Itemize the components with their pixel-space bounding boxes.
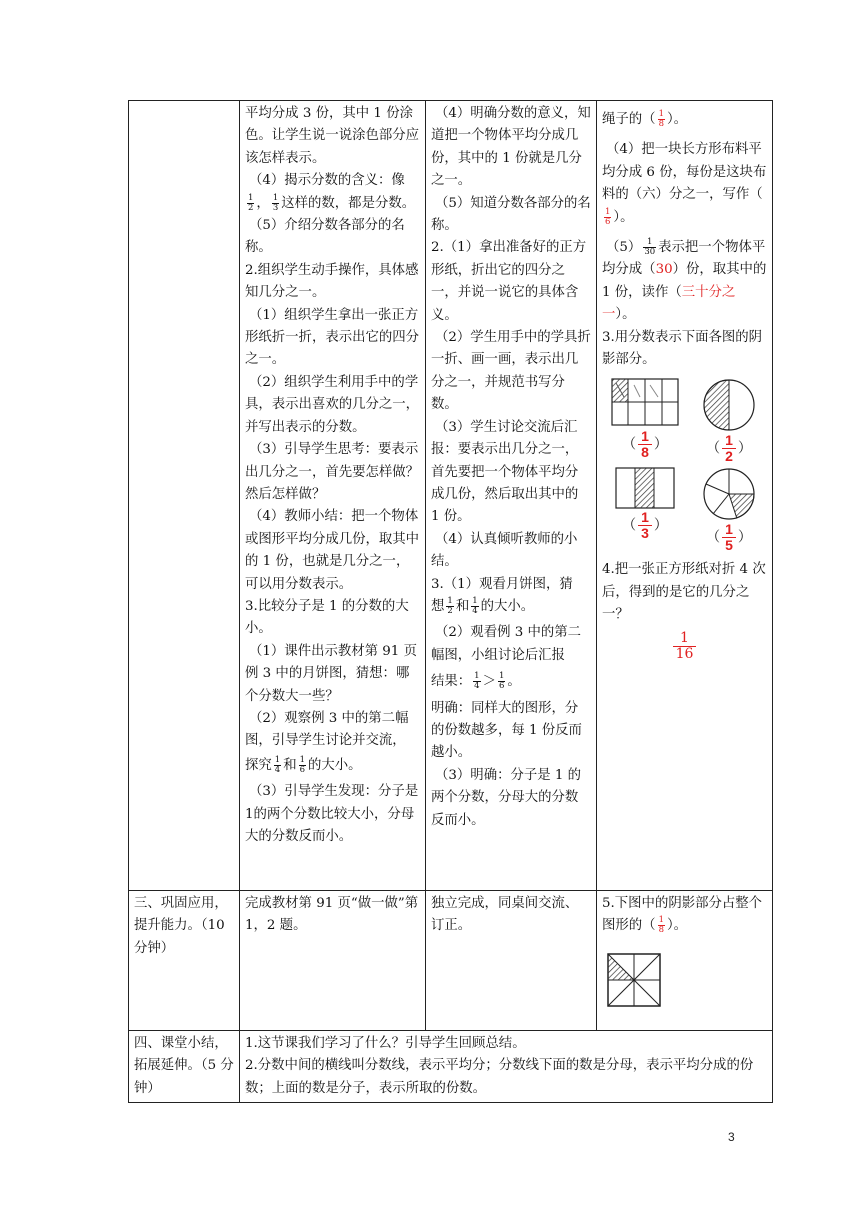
text-line: 3.用分数表示下面各图的阴影部分。 <box>602 329 763 368</box>
lesson-table <box>128 100 773 1103</box>
text-line: （5）知道分数各部分的名称。 <box>431 195 591 234</box>
exercise-cell <box>597 101 773 891</box>
fraction: $\frac{1}{16}$ <box>673 631 697 662</box>
fraction: $\frac{1}{5}$ <box>722 522 736 553</box>
text-line: （1）组织学生拿出一张正方形纸折一折，表示出它的四分之一。 <box>245 307 420 368</box>
text-line: 5.下图中的阴影部分占整个图形的（ $\frac{1}{8}$ ）。 <box>602 896 763 936</box>
figure-grid-eighths <box>606 377 684 464</box>
text-line: 1.这节课我们学习了什么？引导学生回顾总结。 <box>245 1036 526 1051</box>
fraction: $\frac{1}{6}$ <box>605 206 611 227</box>
table-row <box>129 891 773 1031</box>
fraction: $\frac{1}{4}$ <box>274 754 281 775</box>
text-line: （2）观察例 3 中的第二幅图，引导学生讨论并交流， <box>245 710 409 749</box>
half-circle-icon <box>701 377 757 433</box>
text-line: （2）观看例 3 中的第二幅图，小组讨论后汇报 <box>431 625 582 663</box>
table-row <box>129 1031 773 1103</box>
text-line: 3.（1）观看月饼图，猜 <box>431 576 573 592</box>
fraction: $\frac{1}{8}$ <box>638 429 652 460</box>
teacher-activity-cell: 完成教材第 91 页“做一做”第 1，2 题。 <box>240 891 426 1031</box>
stage-cell <box>129 101 240 891</box>
fraction-figures <box>606 377 767 553</box>
fraction: $\frac{1}{2}$ <box>447 595 453 616</box>
exercise-cell <box>597 891 773 1031</box>
fraction: $\frac{1}{2}$ <box>722 433 736 464</box>
text-line: 探究 $\frac{1}{4}$ 和 $\frac{1}{6}$ 的大小。 <box>245 754 362 775</box>
text-line: （3）明确：分子是 1 的两个分数，分母大的分数反而小。 <box>431 767 582 828</box>
text-line: （4）揭示分数的含义：像 <box>249 173 405 189</box>
text-line: 绳子的（ $\frac{1}{8}$ ）。 <box>602 109 688 129</box>
text-line: 2.分数中间的横线叫分数线，表示平均分；分数线下面的数是分母，表示平均分成的份数；上面的数是分子，表示所取的份数。 <box>245 1058 754 1096</box>
fraction: $\frac{1}{6}$ <box>299 754 306 775</box>
fraction: $\frac{1}{8}$ <box>658 915 664 936</box>
text-line: 2.（1）拿出准备好的正方形纸，折出它的四分之一，并说一说它的具体含义。 <box>431 240 587 323</box>
text-line: 2.组织学生动手操作，具体感知几分之一。 <box>245 262 419 301</box>
text-line: （4）明确分数的意义，知道把一个物体平均分成几份，其中的 1 份就是几分之一。 <box>431 106 591 189</box>
text-line: （4）把一块长方形布料平均分成 6 份，每份是这块布料的（六）分之一，写作（ $\frac{1}{6}$ ）。 <box>602 142 767 227</box>
answer-fraction <box>602 631 767 662</box>
text-line: （3）学生讨论交流后汇报：要表示出几分之一，首先要把一个物体平均分成几份，然后取出其中的 1 份。 <box>431 419 579 525</box>
text-line: 平均分成 3 份，其中 1 份涂色。让学生说一说涂色部分应该怎样表示。 <box>245 106 420 166</box>
student-activity-cell: 独立完成，同桌间交流、订正。 <box>426 891 597 1031</box>
page-number: 3 <box>728 1130 735 1144</box>
square-figure-icon <box>606 952 662 1008</box>
thirds-rectangle-icon <box>614 466 676 510</box>
grid-figure-icon <box>610 377 680 429</box>
text-line: （3）引导学生思考：要表示出几分之一，首先要怎样做？然后怎样做？ <box>245 442 420 502</box>
fraction: $\frac{1}{30}$ <box>644 237 656 258</box>
stage-cell: 三、巩固应用，提升能力。（10 分钟） <box>129 891 240 1031</box>
student-activity-cell <box>426 101 597 891</box>
answer-fraction: （ $\frac{1}{3}$ ） <box>622 509 668 542</box>
answer-fraction: （ $\frac{1}{8}$ ） <box>622 428 668 461</box>
text-line: （5）介绍分数各部分的名称。 <box>245 218 405 256</box>
fraction: $\frac{1}{3}$ <box>272 192 279 213</box>
answer-fraction: （ $\frac{1}{2}$ ） <box>706 432 752 465</box>
figure-circle-fifths <box>690 466 768 553</box>
text-line: 明确：同样大的图形，分的份数越多，每 1 份反而越小。 <box>431 700 582 761</box>
text-line: （4）教师小结：把一个物体或图形平均分成几份，取其中的 1 份，也就是几分之一，可以用分数表示。 <box>245 509 420 592</box>
fraction: $\frac{1}{4}$ <box>472 595 478 616</box>
text-line: 想 $\frac{1}{2}$ 和 $\frac{1}{4}$ 的大小。 <box>431 595 535 616</box>
text-line: （3）引导学生发现：分子是1的两个分数比较大小，分母大的分数反而小。 <box>245 784 419 844</box>
table-row <box>129 101 773 891</box>
answer-fraction: （ $\frac{1}{5}$ ） <box>706 521 752 554</box>
text-line: （2）组织学生利用手中的学具，表示出喜欢的几分之一，并写出表示的分数。 <box>245 374 420 435</box>
figure-circle-halves <box>690 377 768 464</box>
fifths-circle-icon <box>701 466 757 522</box>
fraction: $\frac{1}{4}$ <box>474 671 480 692</box>
figure-rect-thirds <box>606 466 684 553</box>
text-line: $\frac{1}{2}$ ， $\frac{1}{3}$ 这样的数，都是分数。 <box>248 192 416 213</box>
fraction: $\frac{1}{6}$ <box>498 671 505 692</box>
text-line: 3.比较分子是 1 的分数的大小。 <box>245 598 409 637</box>
text-line: （4）认真倾听教师的小结。 <box>431 531 578 570</box>
fraction: $\frac{1}{2}$ <box>248 192 254 213</box>
text-line: （1）课件出示教材第 91 页例 3 中的月饼图，猜想：哪个分数大一些？ <box>245 643 417 704</box>
teacher-activity-cell <box>240 101 426 891</box>
text-line: （5） $\frac{1}{30}$ 表示把一个物体平均分成（30）份，取其中的 1 份，读作（三十分之一）。 <box>602 237 767 323</box>
stage-cell: 四、课堂小结，拓展延伸。（5 分钟） <box>129 1031 240 1103</box>
text-line: 结果： $\frac{1}{4}$ ＞ $\frac{1}{6}$ 。 <box>431 671 521 692</box>
fraction: $\frac{1}{8}$ <box>658 109 664 129</box>
fraction: $\frac{1}{3}$ <box>638 510 652 541</box>
text-line: （2）学生用手中的学具折一折、画一画，表示出几分之一，并规范书写分数。 <box>431 330 591 413</box>
summary-cell <box>240 1031 773 1103</box>
text-line: 4.把一张正方形纸对折 4 次后，得到的是它的几分之一？ <box>602 562 766 623</box>
